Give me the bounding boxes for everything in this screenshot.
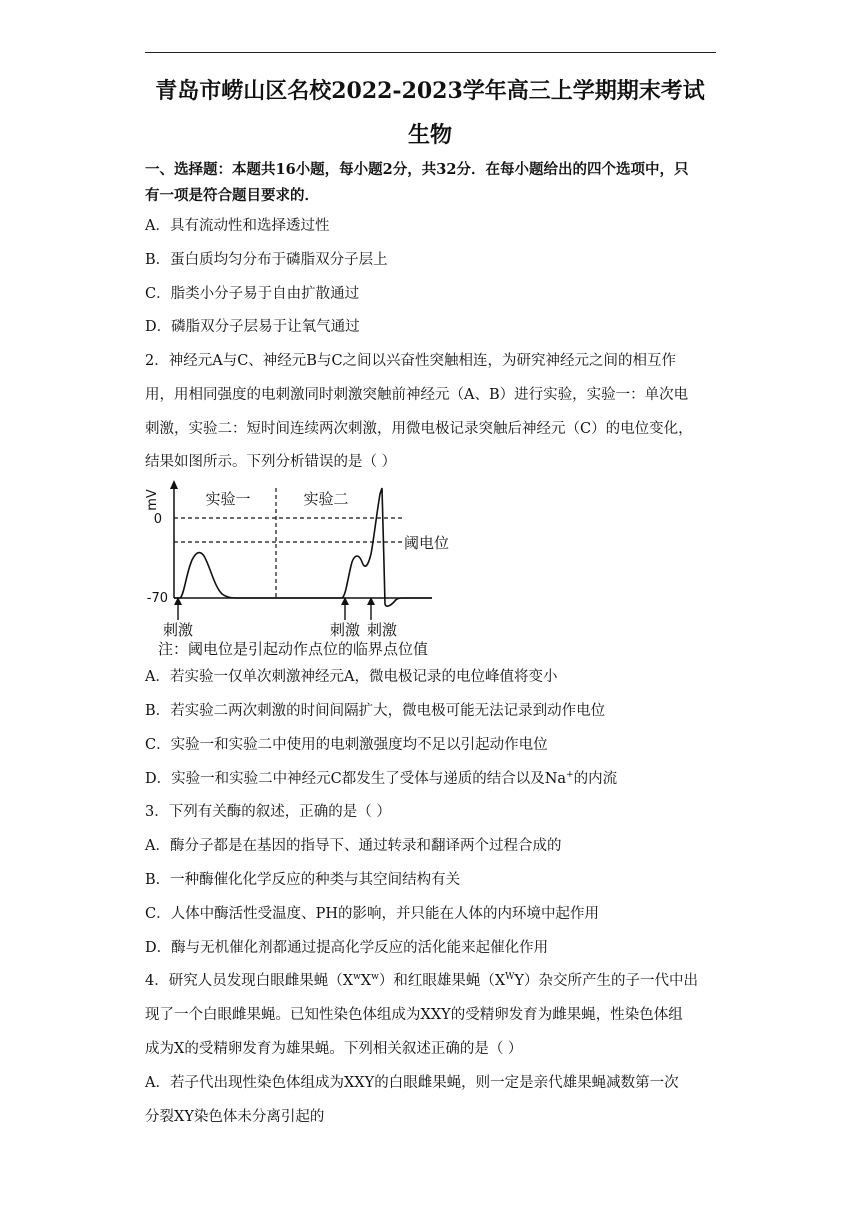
q2-option-b: B．若实验二两次刺激的时间间隔扩大，微电极可能无法记录到动作电位 — [145, 703, 606, 719]
q3-option-a: A．酶分子都是在基因的指导下、通过转录和翻译两个过程合成的 — [145, 838, 562, 854]
tick-zero: 0 — [153, 512, 162, 527]
q4-l1-d: Y）杂交所产生的子一代中出 — [514, 973, 698, 989]
q3-option-b: B．一种酶催化化学反应的种类与其空间结构有关 — [145, 872, 461, 888]
q2-option-d — [145, 769, 617, 789]
header-rule — [145, 52, 716, 53]
q4-stem-line2: 现了一个白眼雌果蝇。已知性染色体组成为XXY的受精卵发育为雌果蝇，性染色体组 — [145, 1007, 683, 1023]
q2-stem-line4: 结果如图所示。下列分析错误的是（ ） — [145, 454, 397, 470]
q2-stem-line3: 刺激，实验二：短时间连续两次刺激，用微电极记录突触后神经元（C）的电位变化， — [145, 421, 693, 437]
q4-option-a-line1: A．若子代出现性染色体组成为XXY的白眼雌果蝇，则一定是亲代雄果蝇减数第一次 — [145, 1075, 679, 1091]
q2-option-a: A．若实验一仅单次刺激神经元A，微电极记录的电位峰值将变小 — [145, 669, 558, 685]
threshold-label: 阈电位 — [404, 534, 450, 552]
q4-l1-c: ）和红眼雄果蝇（X — [378, 973, 506, 989]
stimulus-label-1: 刺激 — [162, 621, 194, 639]
q2-option-c: C．实验一和实验二中使用的电刺激强度均不足以引起动作电位 — [145, 737, 548, 753]
q4-l1-b: X — [360, 973, 372, 989]
q2-option-d-tail: 的内流 — [573, 771, 618, 787]
subject-title: 生物 — [407, 122, 452, 148]
section-intro-line2: 有一项是符合题目要求的． — [145, 187, 319, 204]
q4-l1-sup3: W — [505, 972, 515, 983]
section-intro-line1: 一、选择题：本题共16小题，每小题2分，共32分．在每小题给出的四个选项中，只 — [145, 161, 689, 178]
label-experiment-2: 实验二 — [303, 490, 349, 508]
q4-stem-line1 — [145, 971, 698, 991]
stimulus-label-2: 刺激 — [329, 621, 361, 639]
figure-note: 注：阈电位是引起动作点位的临界点位值 — [158, 640, 429, 658]
q4-l1-sup2: w — [371, 972, 379, 983]
q2-option-d-sup: + — [566, 770, 574, 781]
y-axis-arrow — [170, 480, 178, 489]
q4-stem-line3: 成为X的受精卵发育为雄果蝇。下列相关叙述正确的是（ ） — [145, 1041, 523, 1057]
q3-stem: 3．下列有关酶的叙述，正确的是（ ） — [145, 804, 391, 820]
q2-stem-line1: 2．神经元A与C、神经元B与C之间以兴奋性突触相连，为研究神经元之间的相互作 — [145, 353, 677, 369]
q1-option-d: D．磷脂双分子层易于让氧气通过 — [145, 319, 360, 335]
membrane-potential-figure — [140, 478, 460, 660]
q4-option-a-line2: 分裂XY染色体未分离引起的 — [145, 1109, 325, 1125]
q4-l1-sup1: w — [353, 972, 361, 983]
tick-minus-70: -70 — [146, 591, 168, 606]
q2-stem-line2: 用，用相同强度的电刺激同时刺激突触前神经元（A、B）进行实验，实验一：单次电 — [145, 387, 689, 403]
y-axis-label: mV — [145, 489, 160, 511]
page-title: 青岛市崂山区名校2022-2023学年高三上学期期末考试 — [155, 78, 705, 104]
q1-option-c: C．脂类小分子易于自由扩散通过 — [145, 286, 360, 302]
stimulus-label-3: 刺激 — [366, 621, 398, 639]
q1-option-b: B．蛋白质均匀分布于磷脂双分子层上 — [145, 252, 388, 268]
q1-option-a: A．具有流动性和选择透过性 — [145, 218, 330, 234]
trace-experiment-1 — [174, 553, 276, 598]
label-experiment-1: 实验一 — [205, 490, 251, 508]
q3-option-c: C．人体中酶活性受温度、PH的影响，并只能在人体的内环境中起作用 — [145, 906, 599, 922]
q2-option-d-text: D．实验一和实验二中神经元C都发生了受体与递质的结合以及Na — [145, 771, 567, 787]
q4-l1-a: 4．研究人员发现白眼雌果蝇（X — [145, 973, 354, 989]
q3-option-d: D．酶与无机催化剂都通过提高化学反应的活化能来起催化作用 — [145, 940, 549, 956]
